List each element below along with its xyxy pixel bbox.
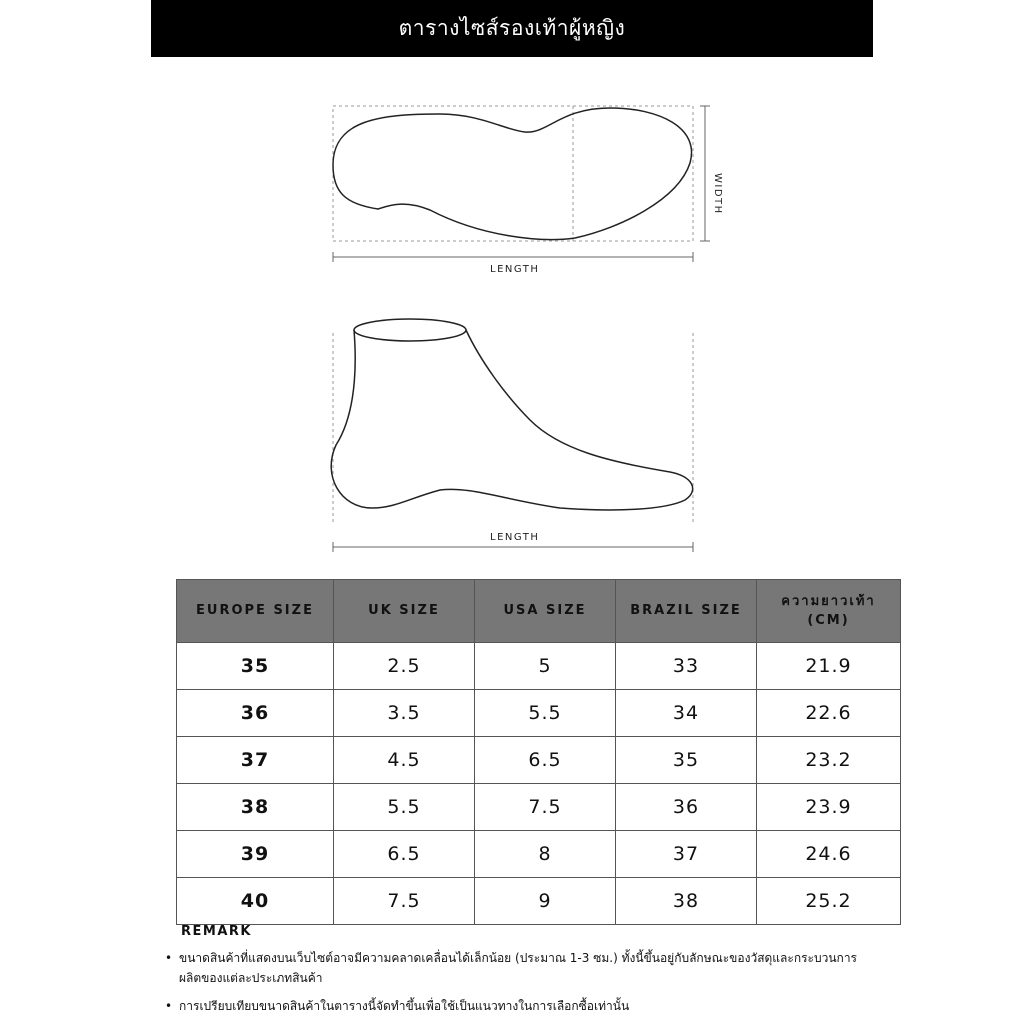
header-usa-size: USA SIZE — [475, 580, 616, 643]
side-foot-outline — [331, 330, 692, 510]
remark-item: • ขนาดสินค้าที่แสดงบนเว็บไซต์อาจมีความคลาดเคลื่อนได้เล็กน้อย (ประมาณ 1-3 ซม.) ทั้งนี้ขึ้นอยู่กับลักษณะของวัสดุและกระบวนการผลิตของแต่ละประเภทสินค้า — [165, 948, 865, 988]
header-uk-size: UK SIZE — [334, 580, 475, 643]
uk-size-cell: 3.5 — [334, 690, 475, 737]
uk-size-cell: 2.5 — [334, 643, 475, 690]
table-row — [177, 643, 901, 690]
table-row — [177, 737, 901, 784]
uk-size-cell: 7.5 — [334, 878, 475, 925]
remark-title: REMARK — [181, 924, 252, 939]
header-europe-size: EUROPE SIZE — [177, 580, 334, 643]
brazil-size-cell: 38 — [616, 878, 757, 925]
table-row — [177, 831, 901, 878]
usa-size-cell: 5 — [475, 643, 616, 690]
brazil-size-cell: 35 — [616, 737, 757, 784]
remark-item: • การเปรียบเทียบขนาดสินค้าในตารางนี้จัดทำขึ้นเพื่อใช้เป็นแนวทางในการเลือกซื้อเท่านั้น — [165, 996, 865, 1016]
foot-length-cell: 22.6 — [757, 690, 901, 737]
table-header-row — [177, 580, 901, 643]
usa-size-cell: 8 — [475, 831, 616, 878]
size-table — [176, 579, 901, 925]
width-label: WIDTH — [712, 173, 723, 215]
table-row — [177, 878, 901, 925]
europe-size-cell: 36 — [177, 690, 334, 737]
foot-length-cell: 21.9 — [757, 643, 901, 690]
uk-size-cell: 4.5 — [334, 737, 475, 784]
page-title: ตารางไซส์รองเท้าผู้หญิง — [151, 0, 873, 57]
uk-size-cell: 5.5 — [334, 784, 475, 831]
brazil-size-cell: 34 — [616, 690, 757, 737]
usa-size-cell: 5.5 — [475, 690, 616, 737]
side-length-label: LENGTH — [490, 532, 540, 543]
europe-size-cell: 40 — [177, 878, 334, 925]
brazil-size-cell: 37 — [616, 831, 757, 878]
table-row — [177, 690, 901, 737]
top-length-label: LENGTH — [490, 264, 540, 275]
header-foot-length: ความยาวเท้า (CM) — [757, 580, 901, 643]
foot-length-cell: 24.6 — [757, 831, 901, 878]
uk-size-cell: 6.5 — [334, 831, 475, 878]
brazil-size-cell: 33 — [616, 643, 757, 690]
foot-length-cell: 23.9 — [757, 784, 901, 831]
foot-length-cell: 25.2 — [757, 878, 901, 925]
usa-size-cell: 6.5 — [475, 737, 616, 784]
remark-list — [165, 948, 865, 1024]
europe-size-cell: 39 — [177, 831, 334, 878]
europe-size-cell: 38 — [177, 784, 334, 831]
header-brazil-size: BRAZIL SIZE — [616, 580, 757, 643]
foot-length-cell: 23.2 — [757, 737, 901, 784]
brazil-size-cell: 36 — [616, 784, 757, 831]
europe-size-cell: 37 — [177, 737, 334, 784]
sole-outline — [333, 108, 692, 240]
usa-size-cell: 9 — [475, 878, 616, 925]
ankle-opening — [354, 319, 466, 341]
usa-size-cell: 7.5 — [475, 784, 616, 831]
europe-size-cell: 35 — [177, 643, 334, 690]
table-row — [177, 784, 901, 831]
